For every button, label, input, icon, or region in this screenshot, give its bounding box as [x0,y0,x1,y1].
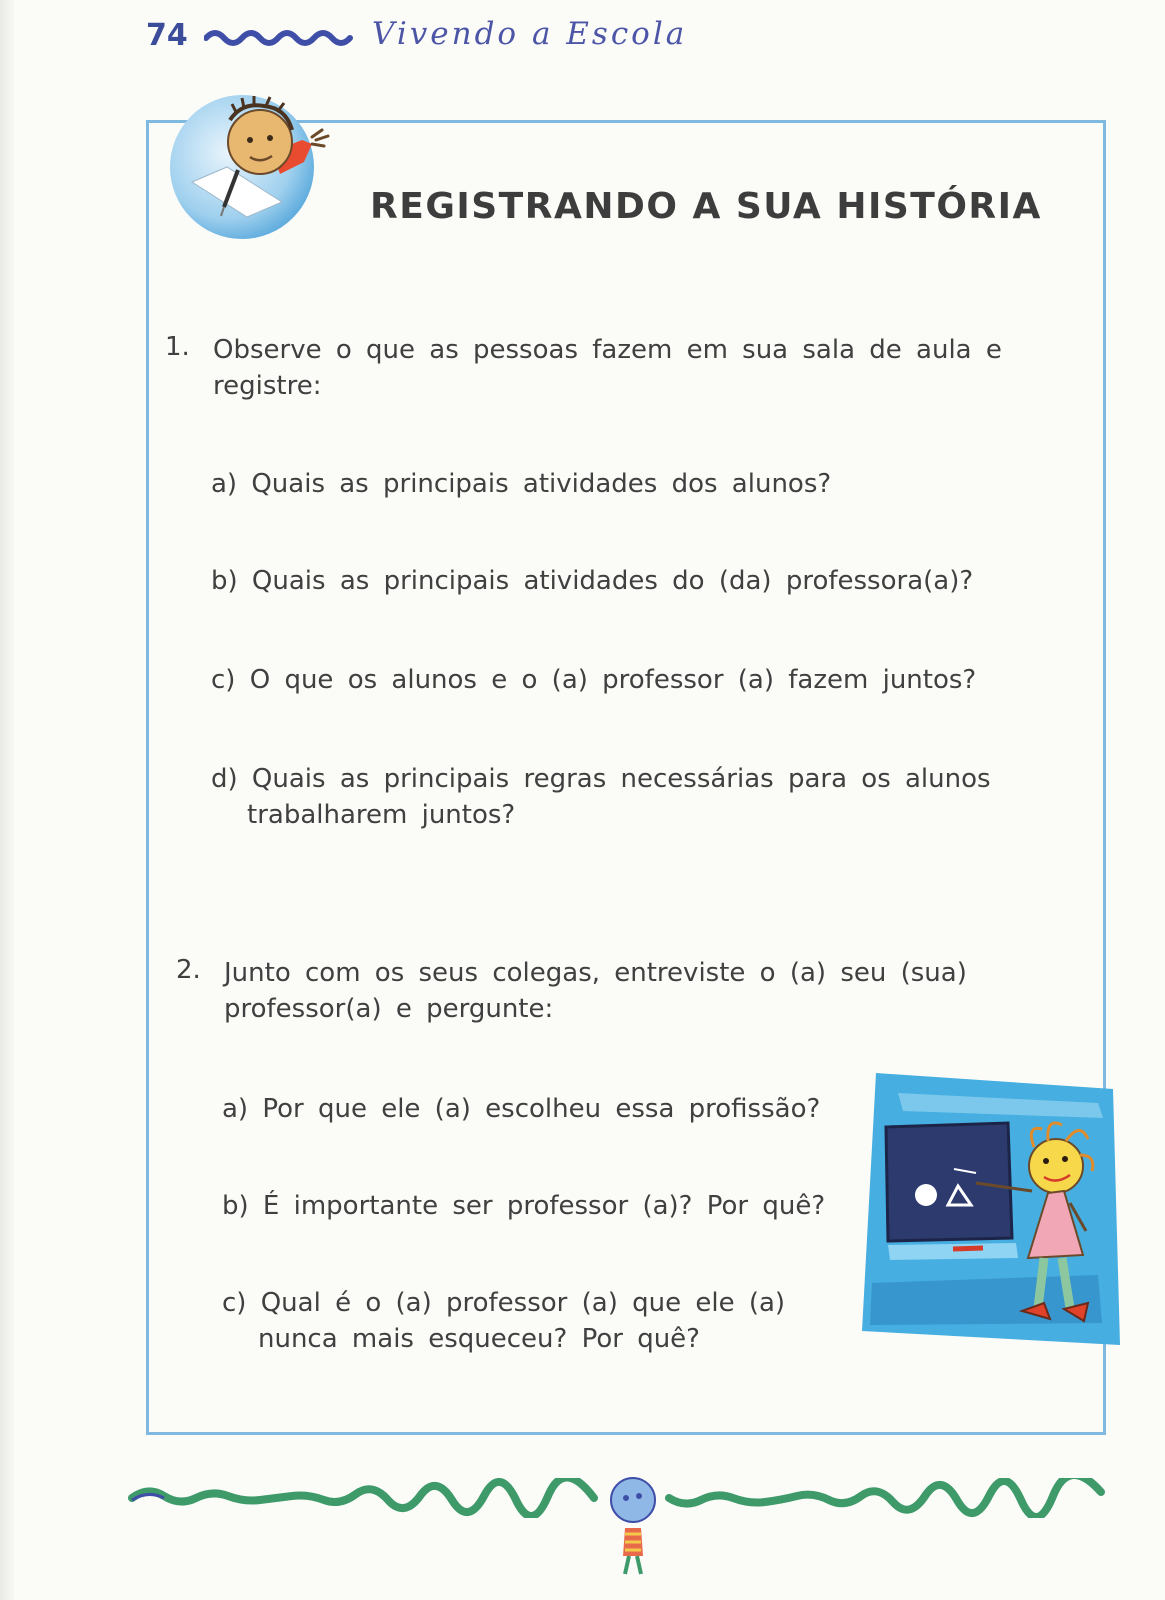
item-text: Quais as principais regras necessárias para os alunos [251,764,991,794]
question-1-number: 1. [165,332,190,362]
question-2c [222,1285,862,1357]
question-2b [222,1188,862,1224]
item-text: Quais as principais atividades dos alunos? [251,469,832,499]
question-1-prompt [213,332,1013,404]
wave-divider-icon [128,1478,598,1518]
child-figure-icon [603,1470,663,1580]
item-label: a) [222,1094,249,1124]
item-text: Qual é o (a) professor (a) que ele (a) [260,1288,786,1318]
item-text: Quais as principais atividades do (da) professora(a)? [251,566,974,596]
question-1b [211,563,1011,599]
question-1a [211,466,1011,502]
question-1d [211,761,1011,833]
item-label: c) [222,1288,247,1318]
item-label: c) [211,665,236,695]
wave-divider-icon [665,1478,1105,1518]
question-2-line-2: professor(a) e pergunte: [224,994,554,1024]
boy-writing-illustration [152,82,352,242]
question-2-line-1: Junto com os seus colegas, entreviste o (a) seu (sua) [224,958,967,988]
question-2a [222,1091,862,1127]
question-1-line-2: registre: [213,371,322,401]
question-1-line-1: Observe o que as pessoas fazem em sua sala de aula e [213,335,1002,365]
item-text-continued: trabalharem juntos? [247,800,516,830]
item-text: O que os alunos e o (a) professor (a) fazem juntos? [249,665,977,695]
question-2-number: 2. [176,955,201,985]
question-1c [211,662,1011,698]
item-text: É importante ser professor (a)? Por quê? [262,1191,826,1221]
item-label: b) [222,1191,249,1221]
page-number: 74 [146,18,188,53]
page-header [146,12,706,62]
item-label: b) [211,566,238,596]
item-label: a) [211,469,238,499]
header-wave-icon [204,26,354,52]
page-edge [0,0,14,1600]
item-text: Por que ele (a) escolheu essa profissão? [262,1094,821,1124]
section-title: REGISTRANDO A SUA HISTÓRIA [370,186,1042,227]
question-2-prompt [224,955,1024,1027]
item-text-continued: nunca mais esqueceu? Por quê? [258,1324,700,1354]
teacher-at-blackboard-illustration [858,1063,1123,1348]
book-title: Vivendo a Escola [372,16,688,52]
item-label: d) [211,764,238,794]
